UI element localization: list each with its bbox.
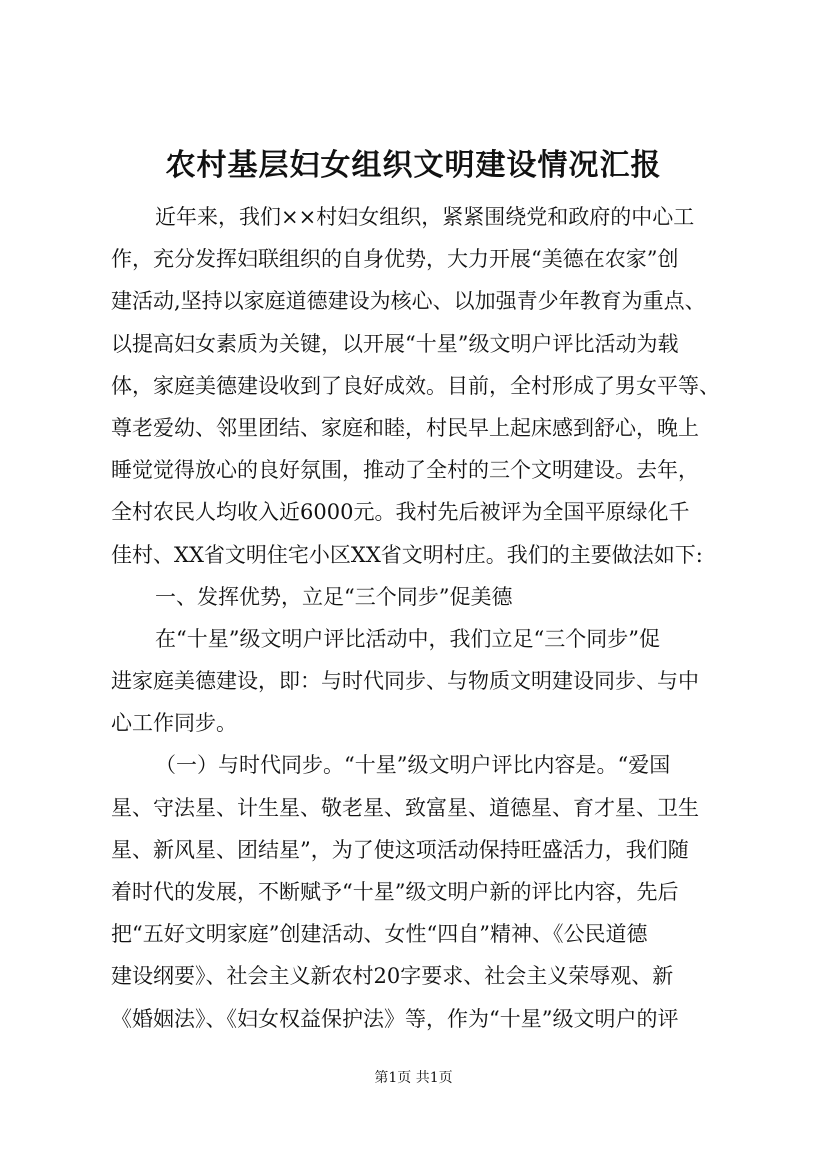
paragraph-line: 《婚姻法》、《妇女权益保护法》等，作为“十星”级文明户的评 — [111, 1006, 679, 1031]
paragraph-line: 建设纲要》、社会主义新农村20字要求、社会主义荣辱观、新 — [111, 964, 674, 989]
paragraph-line: 进家庭美德建设，即：与时代同步、与物质文明建设同步、与中 — [111, 669, 699, 694]
document-title: 农村基层妇女组织文明建设情况汇报 — [165, 148, 662, 183]
subsection-line: （一）与时代同步。“十星”级文明户评比内容是。“爱国 — [155, 753, 671, 778]
paragraph-line: 心工作同步。 — [111, 711, 237, 736]
paragraph-line: 尊老爱幼、邻里团结、家庭和睦，村民早上起床感到舒心，晚上 — [111, 415, 699, 440]
paragraph-line: 近年来，我们××村妇女组织，紧紧围绕党和政府的中心工 — [155, 205, 695, 229]
document-body — [111, 196, 741, 1040]
paragraph-line: 全村农民人均收入近6000元。我村先后被评为全国平原绿化千 — [111, 500, 690, 525]
paragraph-line: 星、守法星、计生星、敬老星、致富星、道德星、育才星、卫生 — [111, 795, 699, 820]
page-number: 第1页 共1页 — [374, 1070, 453, 1086]
paragraph-line: 睡觉觉得放心的良好氛围，推动了全村的三个文明建设。去年， — [111, 458, 699, 483]
paragraph-line: 以提高妇女素质为关键，以开展“十星”级文明户评比活动为载 — [111, 331, 679, 356]
paragraph-line: 着时代的发展，不断赋予“十星”级文明户新的评比内容，先后 — [111, 880, 679, 904]
paragraph-line: 建活动,坚持以家庭道德建设为核心、以加强青少年教育为重点、 — [111, 289, 706, 314]
section-heading: 一、发挥优势，立足“三个同步”促美德 — [155, 584, 513, 609]
paragraph-line: 把“五好文明家庭”创建活动、女性“四自”精神、《公民道德 — [111, 922, 648, 947]
paragraph-line: 佳村、XX省文明住宅小区XX省文明村庄。我们的主要做法如下: — [111, 542, 703, 567]
paragraph-line: 作，充分发挥妇联组织的自身优势，大力开展“美德在农家”创 — [111, 247, 679, 272]
paragraph-line: 体，家庭美德建设收到了良好成效。目前，全村形成了男女平等、 — [111, 373, 720, 398]
paragraph-line: 在“十星”级文明户评比活动中，我们立足“三个同步”促 — [155, 626, 660, 651]
paragraph-line: 星、新风星、团结星”，为了使这项活动保持旺盛活力，我们随 — [111, 837, 689, 862]
